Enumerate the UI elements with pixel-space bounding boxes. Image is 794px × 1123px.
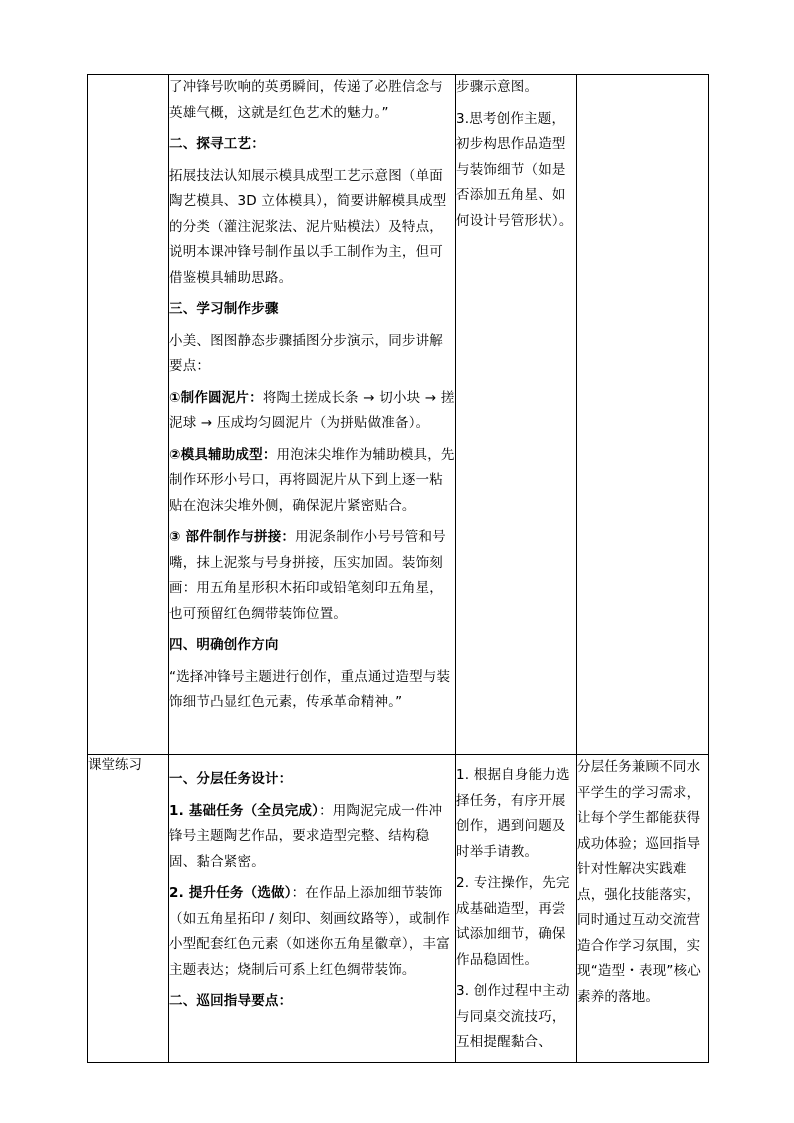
paragraph: 2. 专注操作，先完成基础造型，再尝试添加细节，确保作品稳固性。 [456, 875, 570, 968]
design-intent-cell [577, 75, 709, 755]
section-heading: 二、探寻工艺： [169, 136, 265, 152]
lesson-plan-table [87, 74, 709, 1063]
section-heading: 一、分层任务设计： [169, 771, 293, 787]
step-text: 用泡沫尖堆作为辅助模具，先制作环形小号口，再将圆泥片从下到上逐一粘贴在泡沫尖堆外侧，确保泥片紧密贴合。 [169, 446, 455, 514]
step-item [169, 443, 455, 520]
task-item [169, 881, 455, 983]
student-activity-cell [456, 75, 577, 755]
student-activity-cell [456, 755, 577, 1063]
teacher-activity-cell [169, 75, 456, 755]
step-item [169, 525, 455, 627]
paragraph: 步骤示意图。 [456, 79, 539, 95]
task-title: 2. 提升任务（选做） [169, 885, 292, 901]
section-heading: 四、明确创作方向 [169, 637, 279, 653]
section-label-cell [88, 75, 169, 755]
task-title: 1. 基础任务（全员完成） [169, 802, 320, 819]
step-title: ①制作圆泥片： [169, 389, 263, 406]
design-intent-cell [577, 755, 709, 1063]
step-title: ②模具辅助成型： [169, 446, 277, 463]
step-title: ③ 部件制作与拼接： [169, 529, 296, 545]
paragraph: 小美、图图静态步骤插图分步演示，同步讲解要点： [169, 332, 443, 374]
paragraph: 1. 根据自身能力选择任务，有序开展创作，遇到问题及时举手请教。 [456, 767, 570, 860]
paragraph: 3. 创作过程中主动与同桌交流技巧，互相提醒黏合、 [456, 983, 570, 1050]
table-row [88, 75, 709, 755]
paragraph: “选择冲锋号主题进行创作，重点通过造型与装饰细节凸显红色元素，传承革命精神。” [169, 668, 451, 710]
step-item [169, 386, 455, 437]
step-text: 将陶土搓成长条 → 切小块 → 搓泥球 → 压成均匀圆泥片（为拼贴做准备）。 [169, 389, 455, 431]
paragraph: 了冲锋号吹响的英勇瞬间，传递了必胜信念与英雄气概，这就是红色艺术的魅力。” [169, 79, 443, 121]
section-heading: 二、巡回指导要点： [169, 993, 293, 1009]
table-row [88, 755, 709, 1063]
teacher-activity-cell [169, 755, 456, 1063]
section-label-cell [88, 755, 169, 1063]
step-text: 用泥条制作小号号管和号嘴，抹上泥浆与号身拼接，压实加固。装饰刻画：用五角星形积木拓印或铅笔刻印五角星，也可预留红色绸带装饰位置。 [169, 529, 446, 622]
design-intent-text: 分层任务兼顾不同水平学生的学习需求，让每个学生都能获得成功体验；巡回指导针对性解决实践难点，强化技能落实，同时通过互动交流营造合作学习氛围，实现“造型・表现”核心素养的落地。 [577, 759, 701, 1005]
paragraph: 拓展技法认知展示模具成型工艺示意图（单面陶艺模具、3D 立体模具），简要讲解模具成型的分类（灌注泥浆法、泥片贴模法）及特点，说明本课冲锋号制作虽以手工制作为主，但可借鉴模具辅助思路。 [169, 167, 447, 286]
task-text: ：用陶泥完成一件冲锋号主题陶艺作品，要求造型完整、结构稳固、黏合紧密。 [169, 802, 443, 870]
task-item [169, 799, 455, 876]
section-label: 课堂练习 [88, 757, 142, 773]
paragraph: 3.思考创作主题，初步构思作品造型与装饰细节（如是否添加五角星、如何设计号管形状）。 [456, 110, 573, 229]
task-text: ：在作品上添加细节装饰（如五角星拓印 / 刻印、刻画纹路等），或制作小型配套红色元素（如迷你五角星徽章），丰富主题表达；烧制后可系上红色绸带装饰。 [169, 885, 450, 978]
section-heading: 三、学习制作步骤 [169, 301, 279, 317]
